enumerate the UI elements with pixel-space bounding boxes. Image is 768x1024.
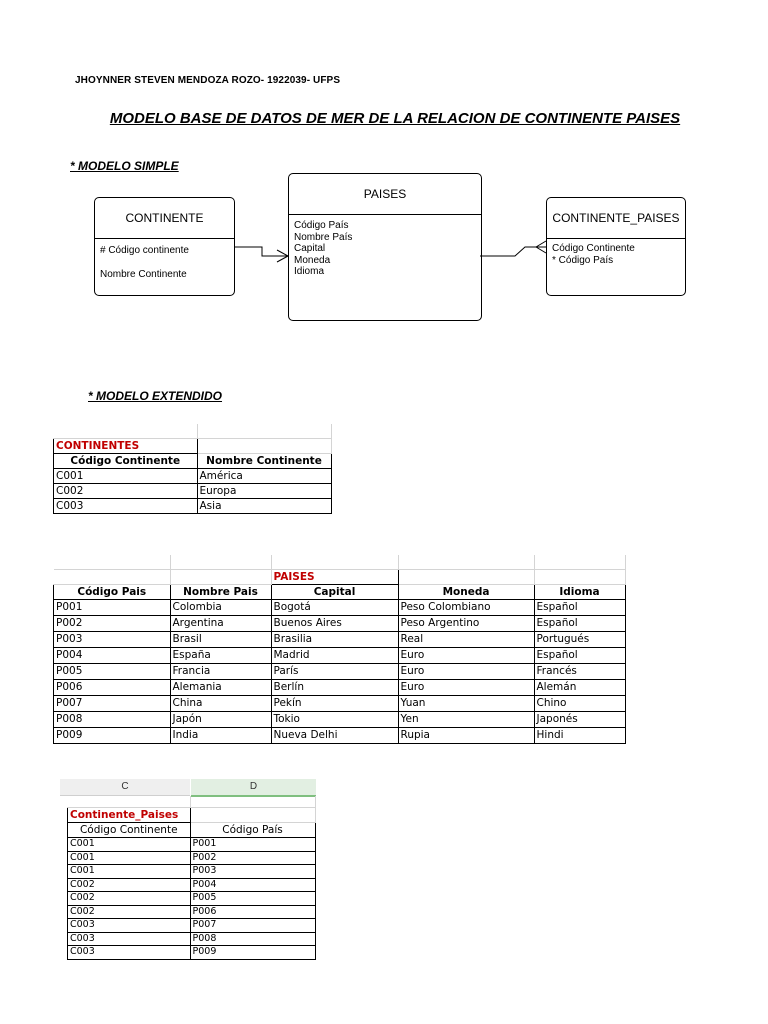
table-cell: P006 [190,905,315,919]
attr: Código Continente [552,243,635,254]
table-cell: C002 [68,878,191,892]
table-row [68,878,316,892]
table-cell: Euro [398,680,534,696]
table-cell: Tokio [271,712,398,728]
table-cell: Peso Colombiano [398,600,534,616]
table-cell: C001 [68,838,191,852]
table-cell: Madrid [271,648,398,664]
table-row [68,892,316,906]
table-row [54,712,626,728]
table-cell: P008 [190,932,315,946]
section-simple-label: * MODELO SIMPLE [70,159,179,173]
table-row [54,728,626,744]
crowfoot-mark [277,256,288,262]
table-row [54,600,626,616]
table-cell: Real [398,632,534,648]
table-cell: P006 [54,680,171,696]
table-cell: Nueva Delhi [271,728,398,744]
table-row [54,696,626,712]
continente-paises-title: Continente_Paises [68,808,191,823]
attr: Capital [294,243,326,254]
table-cell: Berlín [271,680,398,696]
table-row [54,499,332,514]
table-cell: Japón [170,712,271,728]
table-cell: P008 [54,712,171,728]
table-cell: Brasilia [271,632,398,648]
table-cell: C001 [68,851,191,865]
table-cell: C002 [54,484,198,499]
crowfoot-mark [536,247,546,253]
attr: Nombre Continente [100,269,187,280]
table-row [68,865,316,879]
table-cell: Euro [398,648,534,664]
table-cell: C003 [68,919,191,933]
table-row [54,469,332,484]
table-row [54,632,626,648]
table-cell: Francia [170,664,271,680]
section-extended-label: * MODELO EXTENDIDO [88,389,223,403]
table-cell: P007 [190,919,315,933]
table-cell: P007 [54,696,171,712]
column-header: Código País [190,823,315,838]
table-cell: Alemania [170,680,271,696]
entity-continente-name: CONTINENTE [95,198,234,239]
entity-continente-paises-name: CONTINENTE_PAISES [547,198,685,239]
table-cell: Peso Argentino [398,616,534,632]
table-row [68,932,316,946]
table-cell: C002 [68,905,191,919]
table-cell: P009 [54,728,171,744]
entity-paises-name: PAISES [289,174,481,215]
table-row [68,851,316,865]
table-cell: P003 [54,632,171,648]
table-cell: P001 [54,600,171,616]
table-cell: Yuan [398,696,534,712]
table-cell: Argentina [170,616,271,632]
table-row [68,905,316,919]
crowfoot-mark [277,250,288,256]
table-cell: Yen [398,712,534,728]
table-cell: Europa [197,484,331,499]
table-cell: Rupia [398,728,534,744]
table-cell: Hindi [534,728,625,744]
document-title: MODELO BASE DE DATOS DE MER DE LA RELACION DE CONTINENTE PAISES [109,110,681,127]
table-cell: C002 [68,892,191,906]
table-cell: Bogotá [271,600,398,616]
table-cell: Francés [534,664,625,680]
table-row [54,616,626,632]
author-line: JHOYNNER STEVEN MENDOZA ROZO- 1922039- UFPS [75,75,341,86]
column-letter-d: D [191,779,316,797]
table-cell: C003 [68,932,191,946]
table-cell: Buenos Aires [271,616,398,632]
table-cell: P004 [190,878,315,892]
table-cell: Euro [398,664,534,680]
table-cell: P002 [54,616,171,632]
table-cell: Alemán [534,680,625,696]
table-cell: India [170,728,271,744]
table-cell: Japonés [534,712,625,728]
table-cell: Español [534,648,625,664]
table-cell: Colombia [170,600,271,616]
table-cell: C001 [54,469,198,484]
paises-title: PAISES [271,570,398,585]
table-cell: P009 [190,946,315,960]
column-letter-c: C [60,779,190,796]
table-row [68,838,316,852]
table-row [54,484,332,499]
table-row [54,664,626,680]
column-header: Código Continente [54,454,198,469]
crowfoot-mark [536,241,546,247]
column-header: Código Pais [54,585,171,600]
connector-paises-continente-paises [480,247,546,256]
table-cell: Español [534,616,625,632]
column-header: Capital [271,585,398,600]
attr: Código País [294,220,349,231]
table-cell: Portugués [534,632,625,648]
table-row [68,919,316,933]
table-cell: C003 [54,499,198,514]
table-cell: P002 [190,851,315,865]
table-cell: Asia [197,499,331,514]
table-cell: París [271,664,398,680]
column-header: Nombre Pais [170,585,271,600]
er-connectors [0,0,768,400]
table-row [54,680,626,696]
table-cell: P001 [190,838,315,852]
table-cell: C001 [68,865,191,879]
table-cell: C003 [68,946,191,960]
attr: Moneda [294,254,331,266]
column-header: Nombre Continente [197,454,331,469]
table-cell: P004 [54,648,171,664]
continentes-table [53,424,332,514]
table-cell: España [170,648,271,664]
table-cell: China [170,696,271,712]
attr: # Código continente [100,245,189,256]
continente-paises-table [67,796,316,960]
table-cell: P005 [190,892,315,906]
table-row [68,946,316,960]
column-header: Código Continente [68,823,191,838]
table-row [54,648,626,664]
table-cell: Brasil [170,632,271,648]
attr: * Código País [552,255,614,266]
paises-table [53,555,626,744]
column-header: Idioma [534,585,625,600]
attr: Idioma [294,266,325,277]
table-cell: Español [534,600,625,616]
table-cell: Pekín [271,696,398,712]
continentes-title: CONTINENTES [54,439,198,454]
table-cell: P003 [190,865,315,879]
table-cell: Chino [534,696,625,712]
table-cell: América [197,469,331,484]
column-header: Moneda [398,585,534,600]
table-cell: P005 [54,664,171,680]
attr: Nombre País [294,231,353,243]
